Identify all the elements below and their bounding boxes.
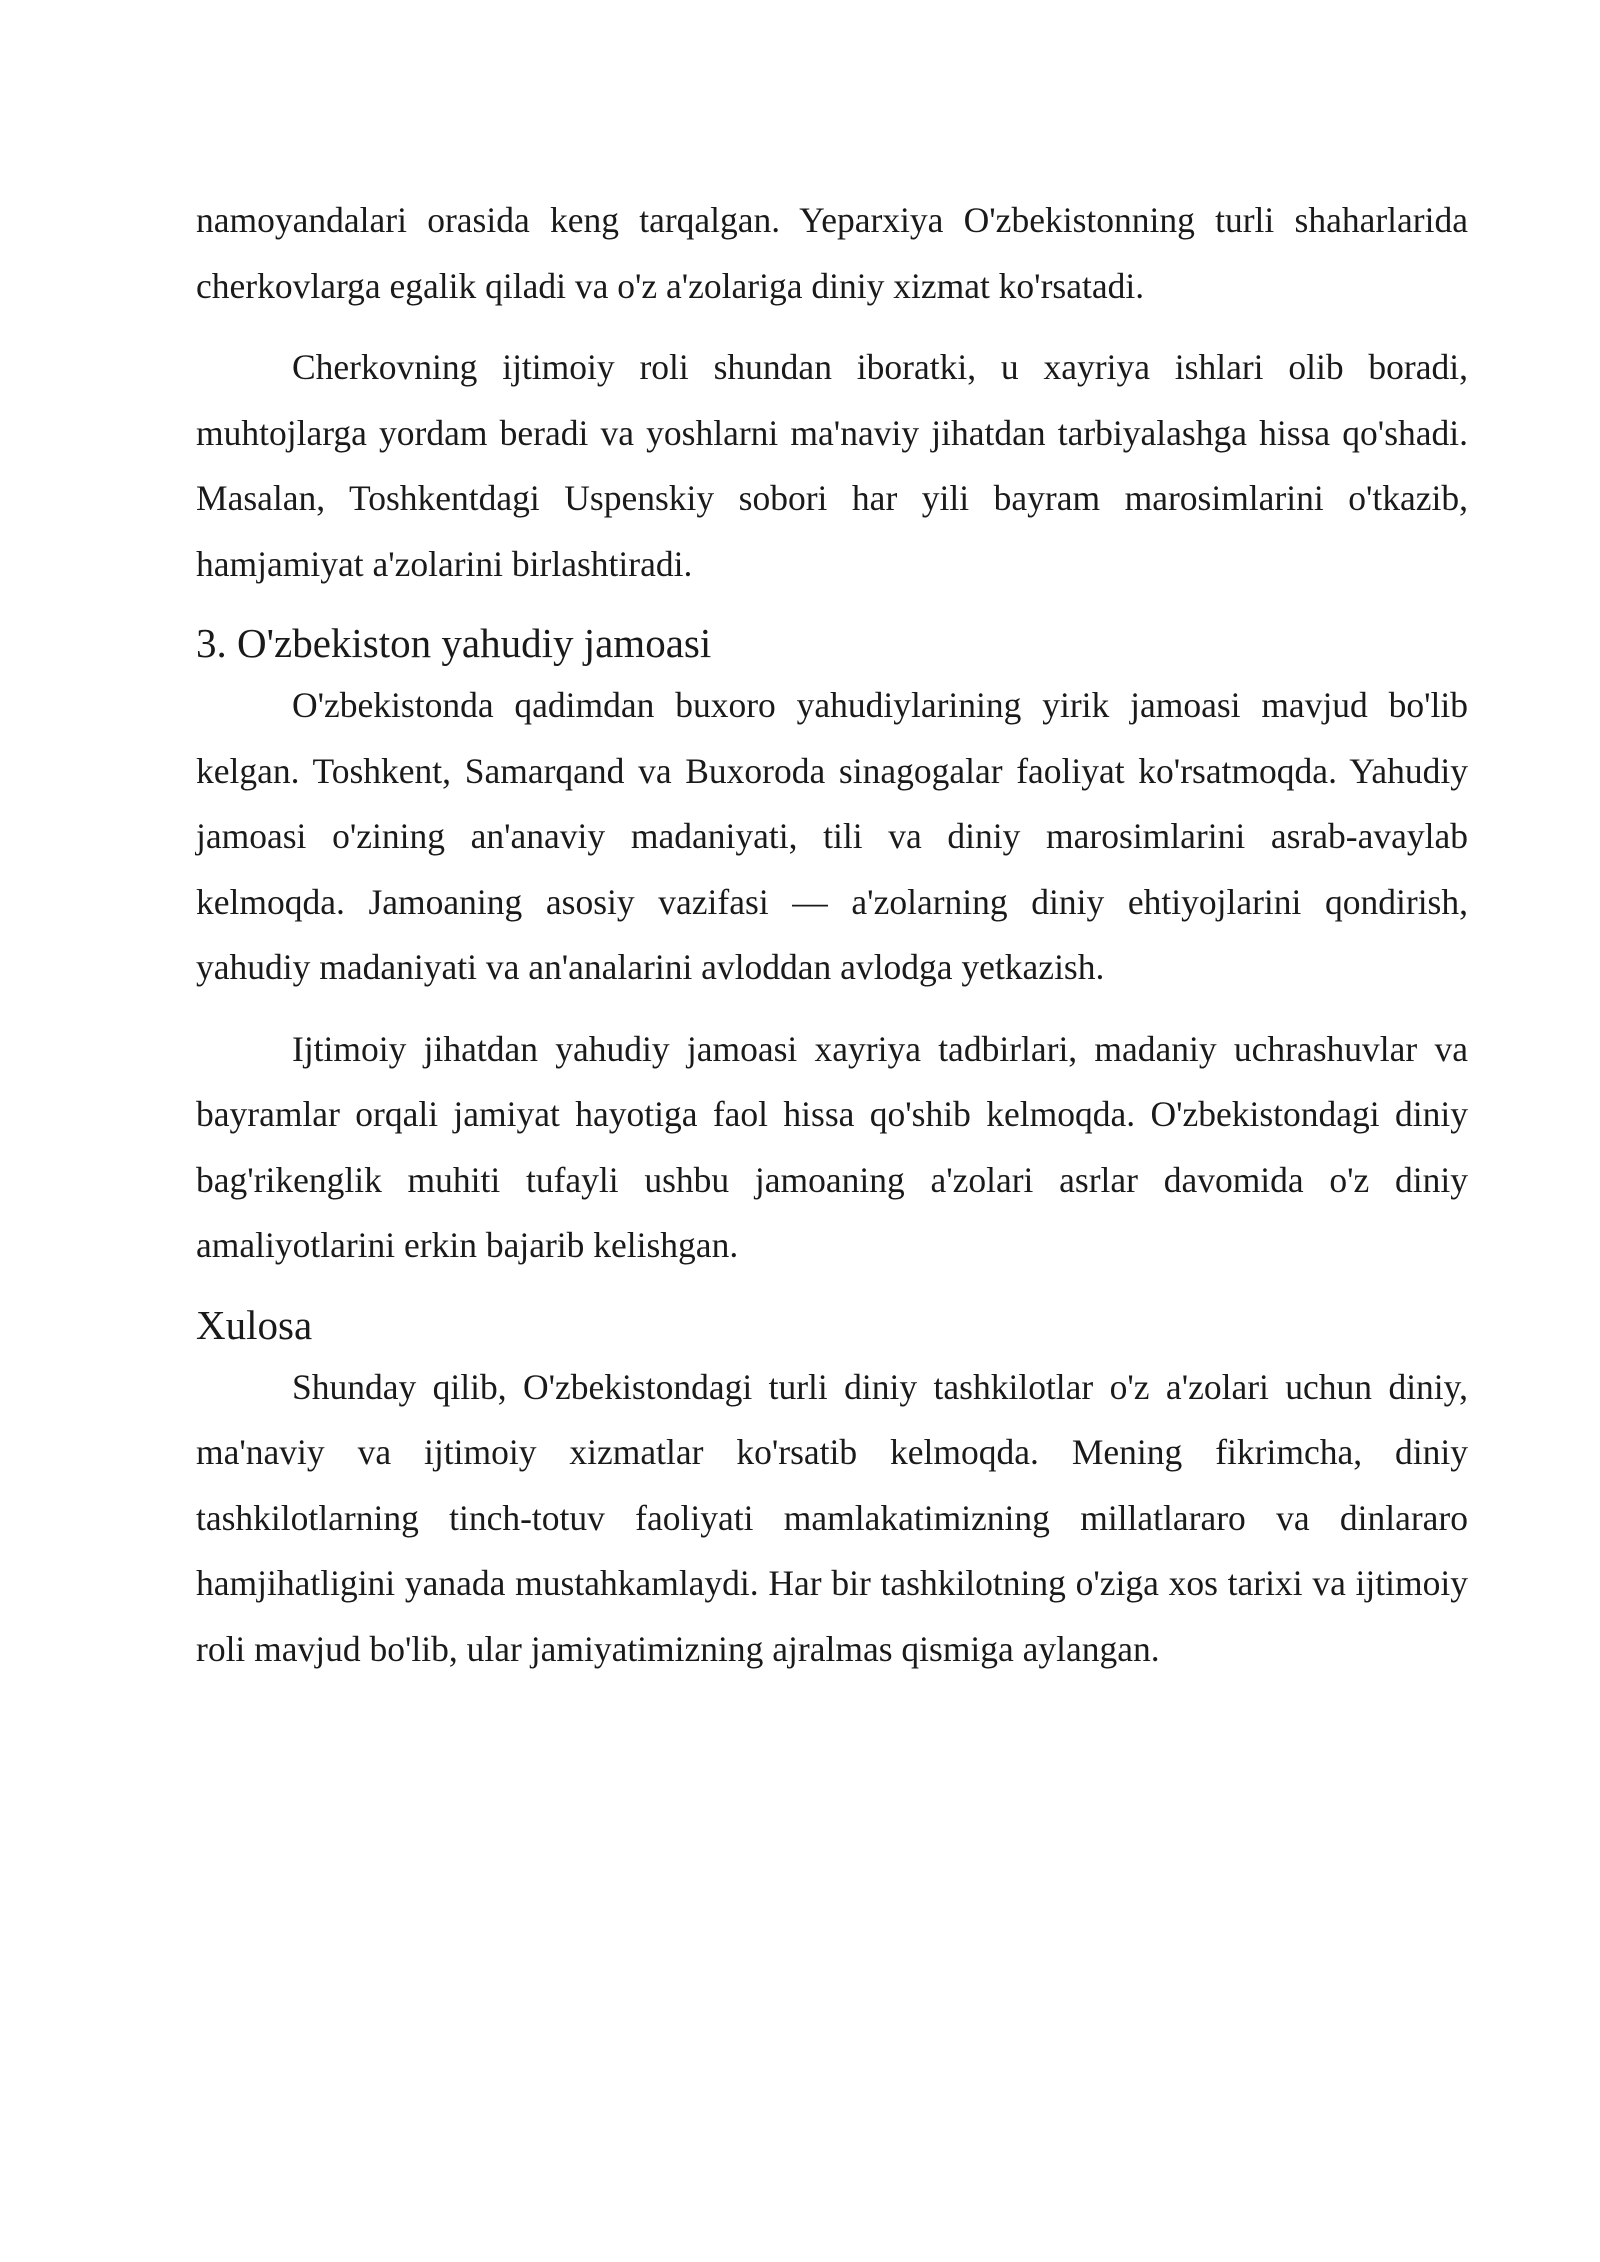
section-heading-jewish-community: 3. O'zbekiston yahudiy jamoasi <box>196 620 712 666</box>
spacer <box>196 597 1468 613</box>
paragraph-continuation: namoyandalari orasida keng tarqalgan. Yeparxiya O'zbekistonning turli shaharlarida cherkovlarga egalik qiladi va o'z a'zolariga diniy xizmat ko'rsatadi. <box>196 200 1468 306</box>
spacer <box>196 1279 1468 1295</box>
paragraph-jewish-community-social: Ijtimoiy jihatdan yahudiy jamoasi xayriya tadbirlari, madaniy uchrashuvlar va bayramlar orqali jamiyat hayotiga faol hissa qo'shib kelmoqda. O'zbekistondagi diniy bag'rikenglik muhiti tufayli ushbu jamoaning a'zolari asrlar davomida o'z diniy amaliyotlarini erkin bajarib kelishgan. <box>196 1028 1468 1265</box>
document-page <box>196 188 1468 1682</box>
spacer <box>196 1001 1468 1017</box>
paragraph-conclusion: Shunday qilib, O'zbekistondagi turli diniy tashkilotlar o'z a'zolari uchun diniy, ma'naviy va ijtimoiy xizmatlar ko'rsatib kelmoqda. Mening fikrimcha, diniy tashkilotlarning tinch-totuv faoliyati mamlakatimizning millatlararo va dinlararo hamjihatligini yanada mustahkamlaydi. Har bir tashkilotning o'ziga xos tarixi va ijtimoiy roli mavjud bo'lib, ular jamiyatimizning ajralmas qismiga aylangan. <box>196 1366 1468 1669</box>
section-heading-conclusion: Xulosa <box>196 1301 313 1348</box>
paragraph-jewish-community-history: O'zbekistonda qadimdan buxoro yahudiylarining yirik jamoasi mavjud bo'lib kelgan. Toshkent, Samarqand va Buxoroda sinagogalar faoliyat ko'rsatmoqda. Yahudiy jamoasi o'zining an'anaviy madaniyati, tili va diniy marosimlarini asrab-avaylab kelmoqda. Jamoaning asosiy vazifasi — a'zolarning diniy ehtiyojlarini qondirish, yahudiy madaniyati va an'analarini avloddan avlodga yetkazish. <box>196 685 1468 987</box>
paragraph-church-social-role: Cherkovning ijtimoiy roli shundan iboratki, u xayriya ishlari olib boradi, muhtojlarga yordam beradi va yoshlarni ma'naviy jihatdan tarbiyalashga hissa qo'shadi. Masalan, Toshkentdagi Uspenskiy sobori har yili bayram marosimlarini o'tkazib, hamjamiyat a'zolarini birlashtiradi. <box>196 347 1468 584</box>
